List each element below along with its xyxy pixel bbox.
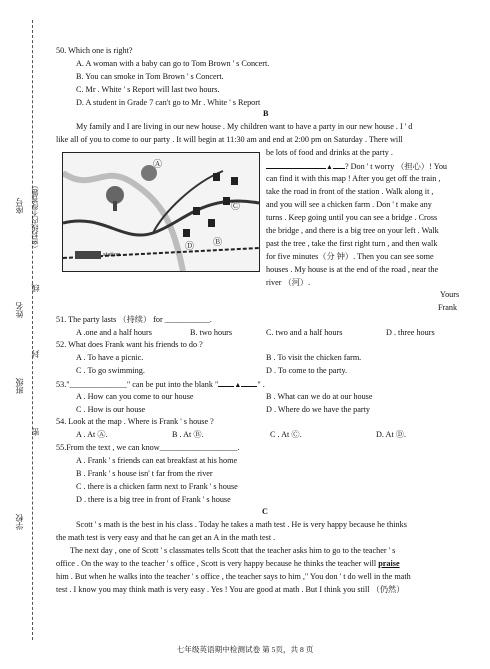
q55-option-c: C . there is a chicken farm next to Frank ' s house [76,482,238,491]
q50-option-b: B. You can smoke in Tom Brown ' s Concert. [76,72,224,81]
passage-c-text: office . On the way to the teacher ' s office , Scott is very happy because he thinks the teacher will [56,559,379,568]
margin-seal: 封 [31,350,40,358]
q55-stem: 55.From the text , we can know___________________. [56,443,240,452]
passage-b-line: for five minutes（分 钟）. Then you can see some [266,252,434,261]
q53-option-a: A . How can you come to our house [76,392,194,401]
section-c-heading: C [262,507,268,516]
passage-b-line: and you will see a chicken farm . Don ' t make any [266,200,432,209]
q52-option-c: C . To go swimming. [76,366,145,375]
passage-b-line: the bridge , and there is a big tree on your left . Walk [266,226,439,235]
passage-b-line: houses . My house is at the end of the road , near the [266,265,439,274]
passage-b-line: river （河）. [266,278,311,287]
passage-b-line-text: ? Don ' t worry （担心）! You [344,162,448,171]
q53-stem-text: 53."______________" can be put into the blank " [56,380,219,389]
q53-option-d: D . Where do we have the party [266,405,370,414]
q52-stem: 52. What does Frank want his friends to do ? [56,340,203,349]
margin-seal-line: 线 [31,284,40,292]
seal-line-divider [32,20,33,640]
blank-triangle-marker: ▲ [234,381,242,389]
underlined-word-praise: praise [378,559,400,568]
map-station-label: station [103,251,121,258]
map-label-c: Ⓒ [231,201,241,211]
q54-option-a: A . At Ⓐ. [76,430,108,439]
q55-option-a: A . Frank ' s friends can eat breakfast at his home [76,456,238,465]
letter-signoff: Yours [440,290,460,299]
map-label-a: Ⓐ [153,159,163,169]
q51-option-b: B. two hours [190,328,233,337]
section-b-heading: B [263,109,269,118]
margin-note: （密封线内不得答题） [31,182,39,252]
q54-option-d: D. At Ⓓ. [376,430,407,439]
margin-name-label: 姓名 [15,302,24,318]
passage-b-line: My family and I are living in our new house . My children want to have a party in our new house . I ' d [76,122,413,131]
q54-stem: 54. Look at the map . Where is Frank ' s house ? [56,417,214,426]
page-footer: 七年级英语期中检测试卷 第 5页，共 8 页 [176,645,314,654]
passage-c-line: The next day , one of Scott ' s classmates tells Scott that the teacher asks him to go to the teacher ' s [70,546,396,555]
map-house [231,177,238,185]
blank-triangle-marker: ▲ [326,163,333,171]
q53-option-c: C . How is our house [76,405,146,414]
passage-b-line: take the road in front of the station . Walk along it , [266,187,434,196]
q51-option-a: A .one and a half hours [76,328,152,337]
passage-c-line: the math test is very easy and that he can get an A in the math test . [56,533,276,542]
q52-option-b: B . To visit the chicken farm. [266,353,362,362]
q54-option-b: B . At Ⓑ. [172,430,204,439]
margin-class-label: 班级 [15,378,24,394]
passage-c-line: test . I know you may think math is very easy . Yes ! You are good at math . But I think you still （仍然） [56,585,405,594]
map-house [193,207,200,215]
q51-option-d: D . three hours [386,328,435,337]
map-house [213,173,220,181]
margin-school-label: 学校 [15,514,24,530]
q54-option-c: C . At Ⓒ. [270,430,302,439]
map-train [75,251,101,259]
passage-b-blank-line [266,160,447,173]
map-house [183,229,190,237]
q50-option-c: C. Mr . White ' s Report will last two hours. [76,85,220,94]
route-map-drawing [63,153,259,271]
q51-option-c: C. two and a half hours [266,328,343,337]
passage-b-line: be lots of food and drinks at the party . [266,148,393,157]
map-house [208,219,215,227]
q53-stem-text: " . [257,380,265,389]
letter-signature: Frank [438,303,458,312]
q53-stem [56,378,265,391]
q55-option-d: D . there is a big tree in front of Frank ' s house [76,495,231,504]
passage-c-line: him . But when he walks into the teacher ' s office , the teacher says to him ," You don ' t do well in the math [56,572,411,581]
q52-option-a: A . To have a picnic. [76,353,144,362]
route-map [62,152,260,272]
q55-option-b: B . Frank ' s house isn' t far from the river [76,469,213,478]
map-label-b: Ⓑ [213,237,223,247]
passage-c-line [56,558,400,569]
map-label-d: Ⓓ [185,241,195,251]
margin-secret: 密 [31,428,40,436]
passage-b-line: can find it with this map ! After you get off the train , [266,174,441,183]
passage-c-line: Scott ' s math is the best in his class . Today he takes a math test . He is very happy because he thinks [76,520,407,529]
q50-option-a: A. A woman with a baby can go to Tom Brown ' s Concert. [76,59,270,68]
map-tree-trunk [113,201,117,211]
passage-b-line: turns . Keep going until you can see a bridge . Cross [266,213,438,222]
passage-b-line: like all of you to come to our party . It will begin at 11:30 am and end at 2:00 pm on Saturday . There will [56,135,403,144]
q50-option-d: D. A student in Grade 7 can't go to Mr . White ' s Report [76,98,261,107]
map-house [223,197,230,205]
q52-option-d: D . To come to the party. [266,366,348,375]
q53-option-b: B . What can we do at our house [266,392,373,401]
q51-stem: 51. The party lasts （持续） for ___________. [56,315,212,324]
margin-seat-label: 座号 [15,198,24,214]
q53-blank [241,378,257,387]
q50-stem: 50. Which one is right? [56,46,133,55]
q53-blank [218,378,234,387]
passage-b-line: past the tree , take the first right turn , and then walk [266,239,438,248]
